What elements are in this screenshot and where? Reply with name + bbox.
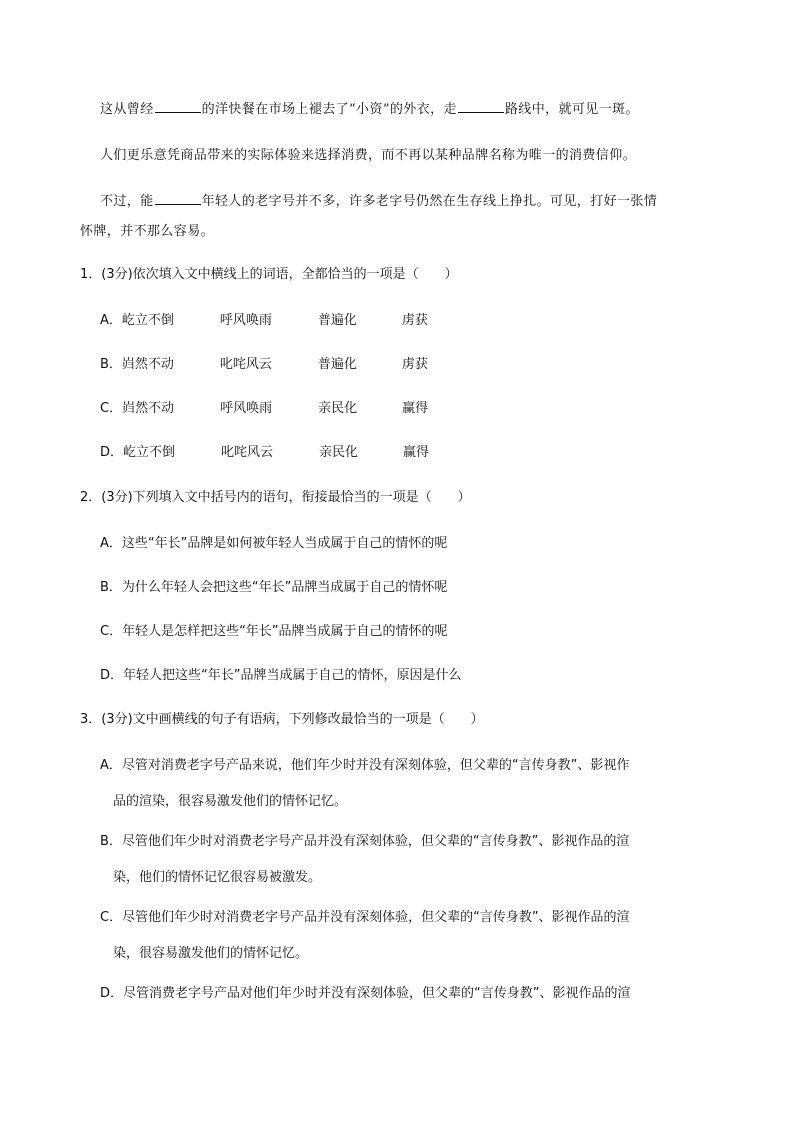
question-1-option-b xyxy=(100,354,428,376)
option-word: 普遍化 xyxy=(317,313,357,328)
option-word: 赢得 xyxy=(403,445,430,460)
question-3-option-c xyxy=(100,907,686,965)
passage-text: 这从曾经 xyxy=(100,102,154,117)
option-line: 品的渲染，很容易激发他们的情怀记忆。 xyxy=(113,794,348,809)
option-line: D．尽管消费老字号产品对他们年少时并没有深刻体验，但父辈的“言传身教”、影视作品的渲 xyxy=(100,986,631,1001)
question-3-stem: 3．(3分)文中画横线的句子有语病，下列修改最恰当的一项是（ ） xyxy=(80,712,484,727)
passage-text: 怀牌，并不那么容易。 xyxy=(80,224,215,239)
option-line: A．尽管对消费老字号产品来说，他们年少时并没有深刻体验，但父辈的“言传身教”、影视作 xyxy=(100,758,630,773)
passage-text: 路线中，就可见一斑。 xyxy=(504,102,639,117)
option-label: D． xyxy=(100,445,124,460)
option-word: 虏获 xyxy=(401,313,428,328)
option-word: 岿然不动 xyxy=(121,357,174,372)
fill-blank-1 xyxy=(155,100,201,113)
passage-text: 年轻人的老字号并不多，许多老字号仍然在生存线上挣扎。可见，打好一张情 xyxy=(201,194,658,209)
question-2-option-b: B．为什么年轻人会把这些“年长”品牌当成属于自己的情怀呢 xyxy=(100,580,448,595)
option-label: C． xyxy=(100,401,123,416)
passage-text: 人们更乐意凭商品带来的实际体验来选择消费，而不再以某种品牌名称为唯一的消费信仰。 xyxy=(100,148,637,163)
option-line: C．尽管他们年少时对消费老字号产品并没有深刻体验，但父辈的“言传身教”、影视作品的渲 xyxy=(100,910,630,925)
option-line: B．尽管他们年少时对消费老字号产品并没有深刻体验，但父辈的“言传身教”、影视作品的渲 xyxy=(100,834,630,849)
passage-paragraph-3-cont xyxy=(80,214,700,250)
option-label: B． xyxy=(100,357,122,372)
option-word: 赢得 xyxy=(402,401,429,416)
option-word: 岿然不动 xyxy=(122,401,175,416)
question-3-option-b xyxy=(100,831,686,889)
option-word: 亲民化 xyxy=(318,401,358,416)
option-line: 染，他们的情怀记忆很容易被激发。 xyxy=(113,870,322,885)
question-2-option-c: C．年轻人是怎样把这些“年长”品牌当成属于自己的情怀的呢 xyxy=(100,624,448,639)
question-1-option-c xyxy=(100,398,428,420)
passage-paragraph-2 xyxy=(80,138,700,174)
option-word: 叱咤风云 xyxy=(219,357,272,372)
question-1-option-a xyxy=(100,310,428,332)
option-word: 亲民化 xyxy=(319,445,359,460)
question-3-option-a xyxy=(100,755,686,813)
question-2-option-d: D．年轻人把这些“年长”品牌当成属于自己的情怀，原因是什么 xyxy=(100,668,462,683)
fill-blank-2 xyxy=(458,100,504,113)
question-1-option-d xyxy=(100,442,429,464)
option-word: 普遍化 xyxy=(317,357,357,372)
question-3-option-d xyxy=(100,983,686,1005)
option-line: 染，很容易激发他们的情怀记忆。 xyxy=(113,946,309,961)
option-label: A． xyxy=(100,313,122,328)
option-word: 屹立不倒 xyxy=(121,313,174,328)
passage-paragraph-1 xyxy=(80,92,700,128)
question-1-stem: 1．(3分)依次填入文中横线上的词语，全都恰当的一项是（ ） xyxy=(80,267,458,282)
option-word: 叱咤风云 xyxy=(221,445,274,460)
question-2-stem: 2．(3分)下列填入文中括号内的语句，衔接最恰当的一项是（ ） xyxy=(80,490,471,505)
option-word: 屹立不倒 xyxy=(123,445,176,460)
option-word: 虏获 xyxy=(401,357,428,372)
question-2-option-a: A．这些“年长”品牌是如何被年轻人当成属于自己的情怀的呢 xyxy=(100,536,448,551)
passage-text: 的洋快餐在市场上褪去了“小资”的外衣，走 xyxy=(201,102,457,117)
fill-blank-3 xyxy=(155,192,201,205)
option-word: 呼风唤雨 xyxy=(220,401,273,416)
option-word: 呼风唤雨 xyxy=(219,313,272,328)
passage-text: 不过，能 xyxy=(100,194,154,209)
